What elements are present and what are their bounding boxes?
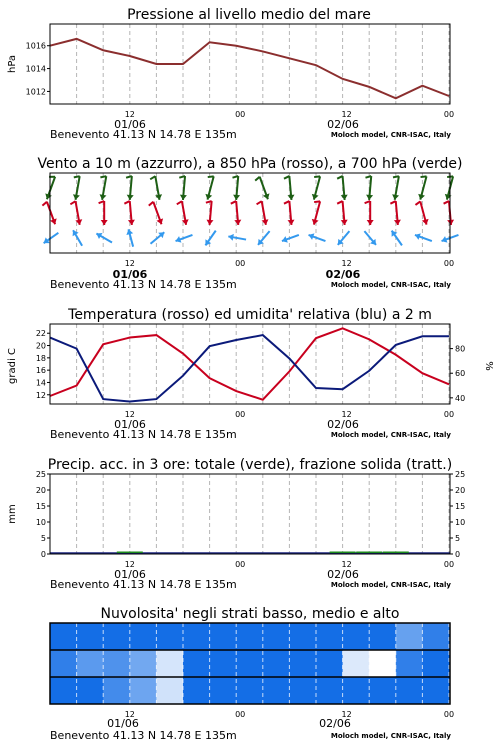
humidity-line [50, 335, 449, 401]
cloud-cell [316, 650, 343, 677]
wind-arrow [232, 176, 240, 200]
x-tick-label: 00 [443, 710, 455, 719]
cloud-cell [183, 650, 210, 677]
date-label-2: 02/06 [325, 268, 361, 281]
cloud-cell [130, 677, 157, 704]
cloud-panel [50, 606, 454, 742]
cloud-cell [130, 650, 157, 677]
cloud-cell [263, 623, 290, 650]
y-tick-label: 12 [35, 390, 46, 400]
x-tick-label: 12 [124, 259, 135, 268]
wind-arrow [126, 176, 134, 200]
cloud-cell [156, 677, 183, 704]
wind-arrow-head [341, 220, 348, 225]
precipitation-panel [7, 457, 465, 591]
cloud-cell [50, 650, 77, 677]
cloud-cell [263, 650, 290, 677]
wind-arrow-head [180, 195, 187, 200]
y-tick-label: 10 [455, 518, 466, 527]
credit-label: Moloch model, CNR-ISAC, Italy [330, 281, 451, 289]
wind-arrow [73, 230, 83, 246]
wind-panel [37, 156, 462, 291]
y-tick-label: 14 [35, 378, 46, 388]
x-tick-label: 12 [341, 110, 352, 119]
wind-arrow [231, 201, 242, 225]
cloud-cell [396, 650, 423, 677]
precipitation-bar [356, 552, 382, 554]
wind-arrow-head [341, 195, 348, 200]
wind-arrow [149, 202, 163, 225]
credit-label: Moloch model, CNR-ISAC, Italy [330, 431, 451, 439]
temperature-ylabel: gradi C [7, 348, 18, 384]
location-label: Benevento 41.13 N 14.78 E 135m [50, 428, 237, 441]
location-label: Benevento 41.13 N 14.78 E 135m [50, 128, 237, 141]
pressure-line [50, 39, 449, 98]
x-tick-label: 12 [124, 560, 135, 569]
cloud-cell [422, 650, 449, 677]
cloud-cell [316, 677, 343, 704]
cloud-cell [103, 650, 130, 677]
wind-arrow [124, 201, 135, 225]
y-tick-label: 0 [455, 550, 461, 559]
cloud-cell [156, 623, 183, 650]
cloud-cell [263, 677, 290, 704]
temperature-line [50, 328, 449, 399]
y-tick-label: 25 [35, 470, 46, 479]
y-tick-label: 15 [455, 502, 466, 511]
wind-arrow [258, 231, 270, 245]
y-tick-label: 0 [40, 550, 46, 559]
x-tick-label: 12 [341, 710, 352, 719]
wind-arrow-barb [74, 176, 80, 177]
x-tick-label: 12 [341, 560, 352, 569]
y-tick-label: 10 [35, 518, 46, 527]
y-tick-label: 20 [455, 486, 466, 495]
cloud-cell [369, 623, 396, 650]
cloud-cell [369, 677, 396, 704]
credit-label: Moloch model, CNR-ISAC, Italy [330, 581, 451, 589]
wind-arrow-head [234, 220, 241, 225]
x-tick-label: 12 [124, 410, 135, 419]
x-tick-label: 00 [235, 560, 246, 569]
wind-title: Vento a 10 m (azzurro), a 850 hPa (rosso), a 700 hPa (verde) [37, 156, 463, 172]
cloud-cell [343, 677, 370, 704]
location-label: Benevento 41.13 N 14.78 E 135m [50, 578, 237, 591]
date-label-1: 01/06 [114, 118, 146, 131]
y-tick-label: 60 [455, 369, 466, 379]
wind-arrow [176, 235, 193, 243]
pressure-frame [50, 24, 450, 104]
cloud-cell [289, 650, 316, 677]
wind-arrow-head [288, 195, 295, 200]
cloud-cell [50, 677, 77, 704]
wind-arrow [392, 231, 402, 246]
wind-arrow [337, 201, 348, 225]
y-tick-label: 22 [35, 329, 46, 339]
y-tick-label: 18 [35, 353, 46, 363]
wind-arrow [444, 201, 455, 225]
y-tick-label: 1016 [25, 41, 46, 51]
pressure-panel [7, 7, 454, 141]
cloud-cell [236, 677, 263, 704]
pressure-ylabel: hPa [7, 54, 18, 74]
cloud-cell [50, 623, 77, 650]
wind-arrow-barb [337, 201, 342, 204]
cloud-cell [183, 623, 210, 650]
wind-arrow-head [233, 195, 240, 200]
wind-arrow [284, 201, 295, 225]
wind-arrow-barb [444, 201, 449, 204]
x-tick-label: 00 [235, 410, 246, 419]
cloud-cell [422, 677, 449, 704]
wind-arrow-barb [231, 201, 236, 204]
wind-arrow-barb [149, 202, 154, 206]
wind-arrow-head [207, 220, 214, 225]
wind-arrow-head [128, 220, 135, 225]
wind-arrow-barb [284, 201, 289, 204]
wind-arrow [151, 232, 165, 244]
cloud-cell [289, 623, 316, 650]
x-tick-label: 12 [124, 110, 135, 119]
wind-arrow-barb [100, 176, 106, 177]
cloud-cell [236, 650, 263, 677]
location-label: Benevento 41.13 N 14.78 E 135m [50, 278, 237, 291]
cloud-cell [183, 677, 210, 704]
y-tick-label: 80 [455, 344, 466, 354]
wind-arrow [257, 201, 269, 225]
y-tick-label: 20 [35, 341, 46, 351]
wind-arrow-barb [284, 176, 289, 179]
temperature-frame [50, 324, 450, 404]
date-label-2: 02/06 [327, 568, 359, 581]
cloud-cell [422, 623, 449, 650]
wind-arrow-barb [124, 201, 129, 204]
wind-arrow [282, 235, 299, 243]
temperature-title: Temperatura (rosso) ed umidita' relativa (blu) a 2 m [68, 307, 432, 323]
wind-arrow-barb [390, 201, 395, 204]
cloud-cell [343, 650, 370, 677]
wind-arrow [70, 201, 82, 225]
precipitation-ylabel: mm [7, 504, 18, 524]
date-label-2: 02/06 [319, 717, 351, 730]
cloud-cell [103, 623, 130, 650]
cloud-cell [156, 650, 183, 677]
credit-label: Moloch model, CNR-ISAC, Italy [330, 732, 451, 740]
wind-arrow-barb [70, 201, 75, 204]
y-tick-label: 25 [455, 470, 466, 479]
wind-arrow [415, 233, 432, 241]
wind-arrow-barb [255, 177, 260, 181]
wind-arrow [96, 233, 112, 243]
y-tick-label: 5 [455, 534, 461, 543]
wind-arrow-barb [42, 202, 47, 206]
wind-arrow-barb [257, 201, 262, 204]
date-label-2: 02/06 [327, 118, 359, 131]
wind-arrow-head [288, 220, 295, 225]
cloud-cell [210, 623, 237, 650]
wind-arrow [179, 176, 187, 200]
wind-arrow [338, 231, 350, 245]
wind-arrow-head [127, 195, 134, 200]
precipitation-bar [330, 552, 356, 554]
wind-arrow [390, 201, 401, 225]
precipitation-bar [117, 552, 143, 554]
pressure-title: Pressione al livello medio del mare [127, 7, 371, 23]
wind-arrow [44, 233, 59, 243]
y-tick-label: 15 [35, 502, 46, 511]
wind-arrow-head [447, 220, 454, 225]
wind-arrow [364, 231, 376, 245]
wind-arrow-barb [177, 201, 182, 204]
wind-arrow-barb [208, 176, 214, 177]
x-tick-label: 12 [341, 259, 352, 268]
x-tick-label: 12 [341, 410, 352, 419]
location-label: Benevento 41.13 N 14.78 E 135m [50, 729, 237, 742]
x-tick-label: 00 [235, 259, 246, 268]
cloud-cell [396, 623, 423, 650]
y-tick-label: 1014 [25, 64, 46, 74]
wind-arrow [228, 234, 246, 241]
x-tick-label: 00 [235, 710, 246, 719]
y-tick-label: 5 [40, 534, 46, 543]
y-tick-label: 20 [35, 486, 46, 495]
date-label-2: 02/06 [327, 418, 359, 431]
cloud-cell [289, 677, 316, 704]
cloud-cell [103, 677, 130, 704]
wind-arrow-barb [314, 201, 320, 202]
wind-arrow [365, 176, 373, 200]
x-tick-label: 00 [235, 110, 246, 119]
y-tick-label: 16 [35, 366, 46, 376]
y-tick-label: 40 [455, 393, 466, 403]
precipitation-bar [383, 552, 409, 554]
cloud-cell [210, 677, 237, 704]
wind-arrow-barb [150, 176, 155, 179]
precipitation-frame [50, 474, 450, 554]
precipitation-title: Precip. acc. in 3 ore: totale (verde), frazione solida (tratt.) [47, 457, 453, 473]
cloud-cell [77, 677, 104, 704]
wind-arrow [309, 233, 326, 241]
humidity-ylabel: % [483, 361, 494, 371]
wind-arrow-head [101, 220, 108, 225]
cloud-cell [369, 650, 396, 677]
wind-arrow-barb [421, 176, 427, 177]
cloud-cell [236, 623, 263, 650]
wind-arrow-barb [393, 176, 399, 177]
date-label-1: 01/06 [107, 717, 139, 730]
cloud-title: Nuvolosita' negli strati basso, medio e alto [100, 606, 400, 622]
temperature-panel [7, 307, 494, 441]
date-label-1: 01/06 [112, 268, 148, 281]
wind-arrow-barb [314, 176, 320, 177]
cloud-cell [210, 650, 237, 677]
wind-arrow [177, 201, 189, 225]
cloud-cell [130, 623, 157, 650]
x-tick-label: 00 [443, 259, 455, 268]
wind-arrow-head [394, 220, 401, 225]
x-tick-label: 12 [124, 710, 135, 719]
x-tick-label: 00 [443, 560, 455, 569]
wind-arrow [205, 231, 215, 246]
cloud-cell [77, 623, 104, 650]
wind-arrow-head [367, 220, 374, 225]
wind-arrow-head [366, 195, 373, 200]
cloud-cell [343, 623, 370, 650]
cloud-cell [77, 650, 104, 677]
x-tick-label: 00 [443, 110, 455, 119]
y-tick-label: 1012 [25, 87, 46, 97]
date-label-1: 01/06 [114, 568, 146, 581]
cloud-cell [396, 677, 423, 704]
wind-arrow-barb [337, 176, 342, 179]
credit-label: Moloch model, CNR-ISAC, Italy [330, 131, 451, 139]
cloud-cell [316, 623, 343, 650]
wind-arrow [415, 201, 428, 224]
wind-arrow-barb [415, 201, 420, 205]
date-label-1: 01/06 [114, 418, 146, 431]
x-tick-label: 00 [443, 410, 455, 419]
